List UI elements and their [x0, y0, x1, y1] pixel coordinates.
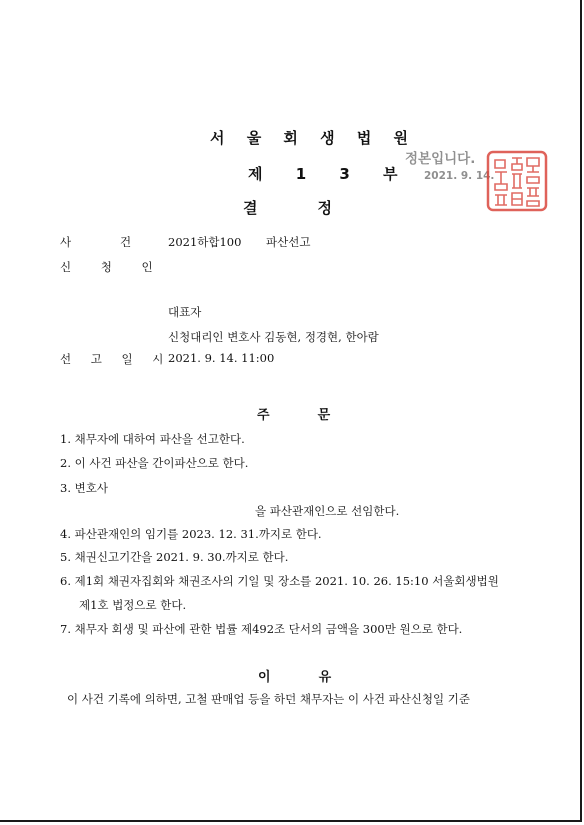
case-number: 2021하합100 [168, 235, 242, 249]
representative-label: 대표자 [168, 305, 202, 319]
order-item: 2. 이 사건 파산을 간이파산으로 한다. [60, 456, 249, 470]
case-name: 파산선고 [266, 235, 311, 249]
declaration-date: 2021. 9. 14. 11:00 [168, 351, 275, 365]
case-label-right: 건 [120, 235, 132, 249]
division-name: 제 1 3 부 [248, 165, 412, 183]
certified-copy-text: 정본입니다. [405, 151, 476, 167]
seal-icon [486, 150, 548, 212]
certified-copy-date: 2021. 9. 14. [424, 170, 495, 182]
order-item-continuation: 을 파산관재인으로 선임한다. [255, 504, 400, 518]
reasons-text: 이 사건 기록에 의하면, 고철 판매업 등을 하던 채무자는 이 사건 파산신청일 기준 [67, 692, 471, 706]
order-item-continuation: 제1호 법정으로 한다. [79, 598, 187, 612]
document-type-left: 결 [243, 199, 258, 217]
case-label-left: 사 [60, 235, 72, 249]
court-name: 서 울 회 생 법 원 [210, 129, 417, 147]
reasons-heading-right: 유 [318, 670, 332, 685]
applicant-label: 신 청 인 [60, 260, 166, 274]
declaration-date-label: 선 고 일 시 [60, 352, 172, 366]
reasons-heading-left: 이 [258, 670, 271, 685]
order-heading-left: 주 [257, 408, 270, 423]
order-item: 1. 채무자에 대하여 파산을 선고한다. [60, 432, 245, 446]
document-type [243, 197, 332, 218]
order-item: 3. 변호사 [60, 481, 108, 495]
attorneys: 신청대리인 변호사 김동현, 정경현, 한아람 [168, 330, 379, 344]
order-heading-right: 문 [317, 408, 331, 423]
order-item: 6. 제1회 채권자집회와 채권조사의 기일 및 장소를 2021. 10. 26. 15:10 서울회생법원 [60, 574, 499, 588]
court-seal-stamp [486, 150, 548, 212]
reasons-heading [258, 666, 331, 685]
document-type-right: 정 [317, 199, 332, 217]
case-label [60, 234, 131, 250]
order-item: 7. 채무자 회생 및 파산에 관한 법률 제492조 단서의 금액을 300만 원으로 한다. [60, 622, 463, 636]
order-item: 5. 채권신고기간을 2021. 9. 30.까지로 한다. [60, 550, 289, 564]
order-item: 4. 파산관재인의 임기를 2023. 12. 31.까지로 한다. [60, 527, 322, 541]
order-heading [257, 404, 330, 423]
